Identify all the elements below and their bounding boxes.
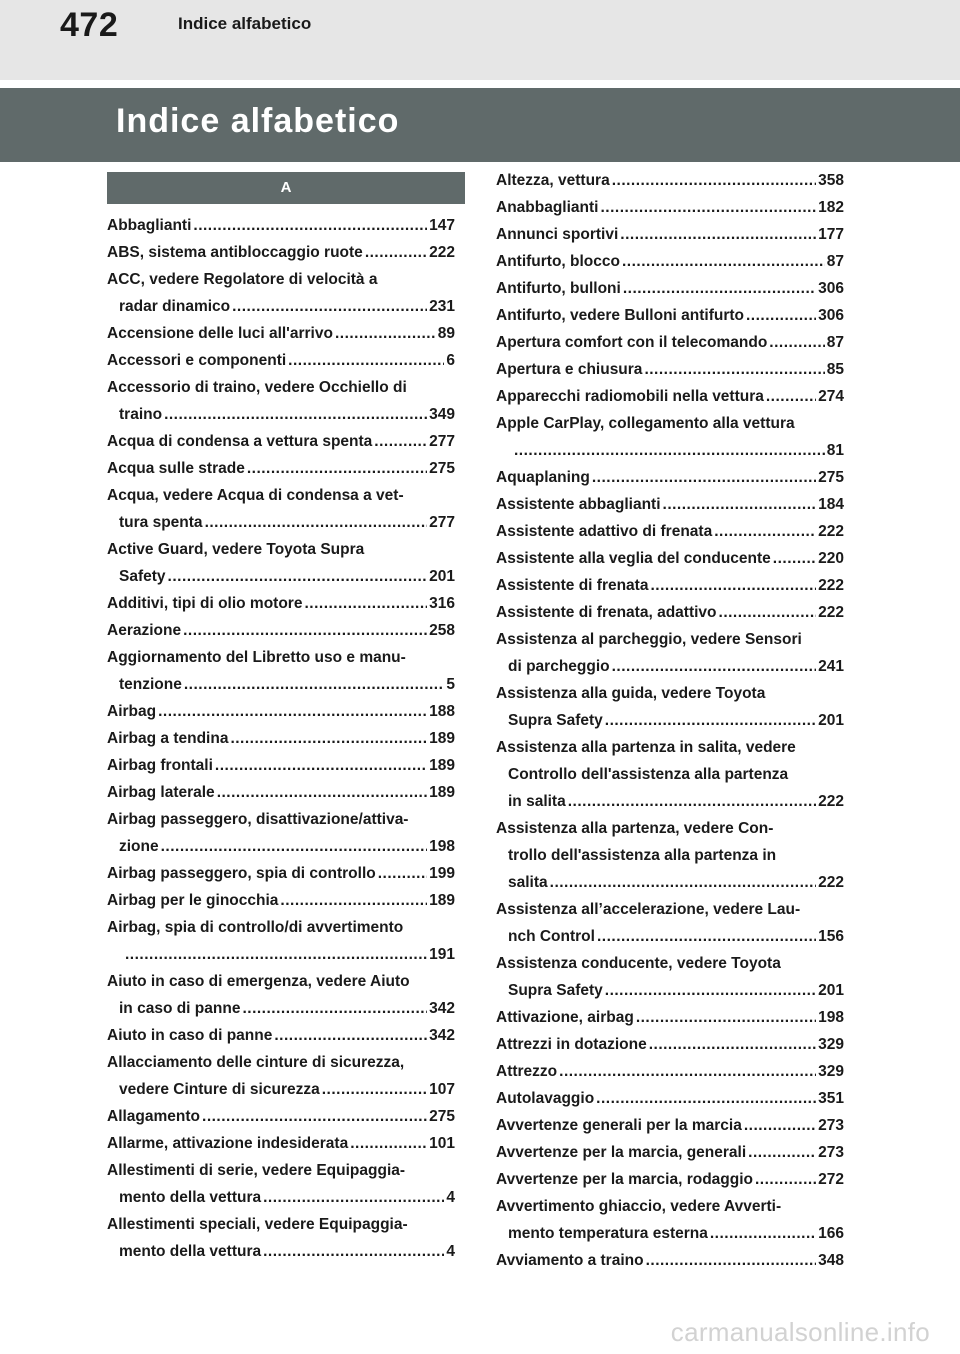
dot-leader — [644, 356, 824, 383]
index-entry — [496, 167, 844, 194]
page-number: 472 — [60, 6, 119, 44]
index-entry — [107, 914, 455, 968]
dot-leader — [168, 563, 428, 590]
index-entry — [496, 356, 844, 383]
index-entry-term: Avviamento a traino — [496, 1252, 644, 1269]
index-entry — [107, 482, 455, 536]
index-entry-term-continued: zione — [119, 838, 159, 855]
index-entry-term: Abbaglianti — [107, 217, 192, 234]
dot-leader — [280, 887, 427, 914]
index-entry-term-continued: trollo dell'assistenza alla partenza in — [508, 847, 777, 864]
index-entry-term: Attivazione, airbag — [496, 1009, 634, 1026]
dot-leader — [193, 212, 427, 239]
dot-leader — [263, 1184, 444, 1211]
index-entry-page: 273 — [818, 1144, 844, 1161]
index-entry-page: 4 — [446, 1189, 455, 1206]
index-entry — [107, 212, 455, 239]
index-entry-term: Airbag passeggero, spia di controllo — [107, 865, 376, 882]
dot-leader — [263, 1238, 444, 1265]
index-entry — [107, 1049, 455, 1103]
index-entry-page: 348 — [818, 1252, 844, 1269]
index-entry — [107, 320, 455, 347]
index-entry — [496, 383, 844, 410]
header-bar — [0, 0, 960, 80]
index-entry-term-continued: Supra Safety — [508, 712, 603, 729]
index-entry-term: Avvertimento ghiaccio, vedere Avverti- — [496, 1198, 782, 1215]
index-entry-page: 81 — [826, 442, 844, 459]
index-entry — [496, 1085, 844, 1112]
dot-leader — [646, 1247, 817, 1274]
index-entry-term: Assistente alla veglia del conducente — [496, 550, 771, 567]
dot-leader — [350, 1130, 427, 1157]
dot-leader — [719, 599, 817, 626]
index-entry-page: 5 — [446, 676, 455, 693]
index-entry — [496, 626, 844, 680]
dot-leader — [242, 995, 427, 1022]
index-entry-term: Autolavaggio — [496, 1090, 595, 1107]
index-entry — [496, 545, 844, 572]
index-entry-page: 156 — [818, 928, 844, 945]
index-entry — [496, 572, 844, 599]
dot-leader — [378, 860, 427, 887]
index-entry — [496, 518, 844, 545]
index-entry — [496, 680, 844, 734]
index-entry-term: Aerazione — [107, 622, 182, 639]
dot-leader — [769, 329, 824, 356]
dot-leader — [650, 572, 816, 599]
index-column-right — [496, 167, 844, 1274]
dot-leader — [605, 977, 816, 1004]
index-entry — [496, 329, 844, 356]
index-entry-page: 275 — [429, 460, 455, 477]
index-entry-page: 272 — [818, 1171, 844, 1188]
index-entry-term: Aggiornamento del Libretto uso e manu- — [107, 649, 406, 666]
dot-leader — [766, 383, 816, 410]
dot-leader — [714, 518, 816, 545]
index-entry-page: 258 — [429, 622, 455, 639]
index-entry-term: Accensione delle luci all'arrivo — [107, 325, 333, 342]
index-entry-page: 306 — [818, 307, 844, 324]
index-entry — [107, 455, 455, 482]
index-entry-term-continued: in caso di panne — [119, 1000, 241, 1017]
index-entry-page: 87 — [826, 334, 844, 351]
index-entry — [107, 239, 455, 266]
dot-leader — [205, 509, 428, 536]
index-entry-term-continued: traino — [119, 406, 163, 423]
index-entry-term: Allestimenti speciali, vedere Equipaggia- — [107, 1216, 408, 1233]
index-entry-term: Airbag per le ginocchia — [107, 892, 279, 909]
index-entry-page: 306 — [818, 280, 844, 297]
index-entry — [107, 779, 455, 806]
index-entry — [107, 1103, 455, 1130]
index-entry-term: Anabbaglianti — [496, 199, 599, 216]
dot-leader — [596, 1085, 816, 1112]
dot-leader — [125, 941, 427, 968]
dot-leader — [161, 833, 428, 860]
index-entry-term: Apparecchi radiomobili nella vettura — [496, 388, 764, 405]
index-entry-page: 188 — [429, 703, 455, 720]
index-entry — [496, 815, 844, 896]
dot-leader — [232, 293, 427, 320]
index-entry-page: 220 — [818, 550, 844, 567]
index-entry-term-continued: salita — [508, 874, 548, 891]
index-entry-page: 241 — [818, 658, 844, 675]
index-entry-term-continued: nch Control — [508, 928, 595, 945]
index-entry-page: 273 — [818, 1117, 844, 1134]
index-entry-page: 222 — [818, 577, 844, 594]
index-entry-term: Aiuto in caso di panne — [107, 1027, 273, 1044]
dot-leader — [592, 464, 816, 491]
watermark: carmanualsonline.info — [670, 1317, 930, 1347]
index-entry-term: Assistenza alla guida, vedere Toyota — [496, 685, 766, 702]
index-entry-page: 329 — [818, 1063, 844, 1080]
index-entry-term: Assistente di frenata — [496, 577, 649, 594]
index-entry — [496, 464, 844, 491]
index-entry-term: Acqua sulle strade — [107, 460, 245, 477]
index-entry-term-continued: radar dinamico — [119, 298, 231, 315]
dot-leader — [335, 320, 436, 347]
index-entry-page: 198 — [818, 1009, 844, 1026]
index-entry — [496, 1166, 844, 1193]
index-column-left — [107, 212, 455, 1265]
index-entry-term-continued: mento della vettura — [119, 1189, 262, 1206]
index-entry-term-continued: vedere Cinture di sicurezza — [119, 1081, 320, 1098]
index-entry-term: Antifurto, vedere Bulloni antifurto — [496, 307, 744, 324]
index-entry-term: Aiuto in caso di emergenza, vedere Aiuto — [107, 973, 410, 990]
index-entry-term: Allagamento — [107, 1108, 201, 1125]
index-entry-page: 177 — [818, 226, 844, 243]
index-entry-page: 89 — [437, 325, 455, 342]
dot-leader — [183, 617, 427, 644]
index-entry-page: 182 — [818, 199, 844, 216]
index-entry — [496, 491, 844, 518]
dot-leader — [374, 428, 427, 455]
index-entry — [496, 302, 844, 329]
index-entry-page: 184 — [818, 496, 844, 513]
index-entry-term-continued: di parcheggio — [508, 658, 610, 675]
dot-leader — [622, 248, 825, 275]
index-entry-page: 201 — [818, 982, 844, 999]
index-entry-term: Acqua, vedere Acqua di condensa a vet- — [107, 487, 404, 504]
index-entry-term: Avvertenze per la marcia, generali — [496, 1144, 747, 1161]
index-entry-term: Apple CarPlay, collegamento alla vettura — [496, 415, 795, 432]
index-entry-term: Assistente adattivo di frenata — [496, 523, 713, 540]
dot-leader — [636, 1004, 816, 1031]
index-entry — [496, 1139, 844, 1166]
index-entry-page: 201 — [818, 712, 844, 729]
dot-leader — [559, 1058, 816, 1085]
index-entry-term-continued: in salita — [508, 793, 566, 810]
index-entry-page: 351 — [818, 1090, 844, 1107]
index-entry-term: Assistente di frenata, adattivo — [496, 604, 717, 621]
index-entry-page: 189 — [429, 892, 455, 909]
index-entry-term: Airbag, spia di controllo/di avvertimento — [107, 919, 404, 936]
dot-leader — [748, 1139, 816, 1166]
dot-leader — [164, 401, 427, 428]
index-entry-term: Annunci sportivi — [496, 226, 619, 243]
index-entry-page: 201 — [429, 568, 455, 585]
dot-leader — [550, 869, 816, 896]
index-entry — [107, 266, 455, 320]
index-entry-page: 199 — [429, 865, 455, 882]
index-entry-page: 222 — [818, 874, 844, 891]
index-entry-term: Allacciamento delle cinture di sicurezza, — [107, 1054, 405, 1071]
index-entry-page: 342 — [429, 1000, 455, 1017]
index-entry — [107, 617, 455, 644]
running-title: Indice alfabetico — [178, 14, 312, 33]
index-entry — [496, 221, 844, 248]
index-entry-page: 107 — [429, 1081, 455, 1098]
dot-leader — [568, 788, 816, 815]
index-entry-page: 191 — [429, 946, 455, 963]
index-entry-term-continued: mento temperatura esterna — [508, 1225, 708, 1242]
index-entry — [496, 248, 844, 275]
dot-leader — [746, 302, 816, 329]
index-entry-page: 4 — [446, 1243, 455, 1260]
dot-leader — [663, 491, 817, 518]
index-entry-term: Airbag laterale — [107, 784, 215, 801]
index-entry-term: Assistenza al parcheggio, vedere Sensori — [496, 631, 802, 648]
index-entry-term-continued: tenzione — [119, 676, 182, 693]
index-entry-page: 222 — [818, 523, 844, 540]
index-entry — [107, 968, 455, 1022]
index-entry-term: Altezza, vettura — [496, 172, 610, 189]
index-entry — [107, 347, 455, 374]
index-entry-page: 277 — [429, 433, 455, 450]
index-entry — [107, 860, 455, 887]
index-entry-term: ABS, sistema antibloccaggio ruote — [107, 244, 363, 261]
index-entry-page: 189 — [429, 757, 455, 774]
index-entry — [107, 887, 455, 914]
dot-leader — [274, 1022, 427, 1049]
dot-leader — [597, 923, 816, 950]
index-entry-page: 329 — [818, 1036, 844, 1053]
index-entry — [496, 896, 844, 950]
dot-leader — [215, 752, 427, 779]
index-entry — [107, 428, 455, 455]
dot-leader — [365, 239, 427, 266]
index-entry-page: 87 — [826, 253, 844, 270]
index-entry-term-continued: Controllo dell'assistenza alla partenza — [508, 766, 789, 783]
index-entry-term: Assistente abbaglianti — [496, 496, 661, 513]
index-entry-term: Aquaplaning — [496, 469, 590, 486]
index-entry-page: 349 — [429, 406, 455, 423]
dot-leader — [230, 725, 427, 752]
index-entry — [107, 1022, 455, 1049]
dot-leader — [202, 1103, 427, 1130]
dot-leader — [744, 1112, 816, 1139]
dot-leader — [649, 1031, 816, 1058]
index-entry-term: Accessorio di traino, vedere Occhiello di — [107, 379, 407, 396]
index-entry-term: Airbag passeggero, disattivazione/attiva- — [107, 811, 409, 828]
index-entry-page: 231 — [429, 298, 455, 315]
index-entry-page: 342 — [429, 1027, 455, 1044]
index-entry-term: Allestimenti di serie, vedere Equipaggia- — [107, 1162, 406, 1179]
dot-leader — [158, 698, 427, 725]
title-band — [0, 88, 960, 162]
index-entry — [107, 1157, 455, 1211]
index-entry-term: Apertura e chiusura — [496, 361, 643, 378]
index-entry-term: Additivi, tipi di olio motore — [107, 595, 303, 612]
index-entry-term: Active Guard, vedere Toyota Supra — [107, 541, 365, 558]
index-entry — [496, 1004, 844, 1031]
index-entry-term-continued: mento della vettura — [119, 1243, 262, 1260]
index-entry — [107, 806, 455, 860]
index-entry-term: Assistenza alla partenza, vedere Con- — [496, 820, 774, 837]
dot-leader — [514, 437, 825, 464]
index-entry — [107, 374, 455, 428]
index-entry — [496, 950, 844, 1004]
index-entry — [496, 1112, 844, 1139]
dot-leader — [612, 167, 816, 194]
index-entry-page: 198 — [429, 838, 455, 855]
index-entry — [496, 194, 844, 221]
index-entry-term: Assistenza all’accelerazione, vedere Lau- — [496, 901, 801, 918]
index-entry — [107, 590, 455, 617]
dot-leader — [612, 653, 817, 680]
dot-leader — [247, 455, 427, 482]
index-entry-page: 147 — [429, 217, 455, 234]
index-entry — [496, 1058, 844, 1085]
index-entry-term: Airbag frontali — [107, 757, 213, 774]
dot-leader — [304, 590, 427, 617]
index-entry — [496, 734, 844, 815]
dot-leader — [600, 194, 816, 221]
index-entry — [496, 1031, 844, 1058]
dot-leader — [620, 221, 816, 248]
page-title: Indice alfabetico — [116, 102, 400, 140]
index-entry-page: 222 — [818, 604, 844, 621]
index-entry — [107, 752, 455, 779]
index-entry-term: Antifurto, blocco — [496, 253, 620, 270]
dot-leader — [710, 1220, 816, 1247]
dot-leader — [773, 545, 816, 572]
index-entry-term-continued: Supra Safety — [508, 982, 603, 999]
index-entry-term: Airbag a tendina — [107, 730, 229, 747]
section-letter-header: A — [107, 172, 465, 204]
index-entry-page: 274 — [818, 388, 844, 405]
index-entry-page: 189 — [429, 784, 455, 801]
index-entry-term-continued: Safety — [119, 568, 166, 585]
index-entry-term: Assistenza alla partenza in salita, vedere — [496, 739, 796, 756]
dot-leader — [217, 779, 427, 806]
index-entry-page: 277 — [429, 514, 455, 531]
index-entry — [107, 1130, 455, 1157]
index-entry-page: 101 — [429, 1135, 455, 1152]
index-entry — [496, 410, 844, 464]
index-entry — [107, 536, 455, 590]
index-entry-page: 316 — [429, 595, 455, 612]
dot-leader — [322, 1076, 427, 1103]
index-entry-term: Airbag — [107, 703, 157, 720]
index-entry — [496, 1247, 844, 1274]
index-entry — [107, 698, 455, 725]
index-entry-page: 275 — [429, 1108, 455, 1125]
index-entry-term: Apertura comfort con il telecomando — [496, 334, 768, 351]
index-entry-term: Acqua di condensa a vettura spenta — [107, 433, 373, 450]
dot-leader — [288, 347, 444, 374]
index-entry — [107, 644, 455, 698]
index-entry — [107, 725, 455, 752]
index-entry-page: 222 — [429, 244, 455, 261]
dot-leader — [605, 707, 816, 734]
index-entry-page: 166 — [818, 1225, 844, 1242]
dot-leader — [623, 275, 816, 302]
index-entry-page: 222 — [818, 793, 844, 810]
index-entry-term: Avvertenze generali per la marcia — [496, 1117, 742, 1134]
index-entry — [496, 275, 844, 302]
dot-leader — [184, 671, 445, 698]
index-entry-page: 358 — [818, 172, 844, 189]
index-entry-page: 6 — [446, 352, 455, 369]
index-entry-page: 85 — [826, 361, 844, 378]
index-entry-term: Attrezzi in dotazione — [496, 1036, 647, 1053]
index-entry-page: 189 — [429, 730, 455, 747]
index-entry-term: Avvertenze per la marcia, rodaggio — [496, 1171, 753, 1188]
index-entry-page: 275 — [818, 469, 844, 486]
index-entry-term-continued: tura spenta — [119, 514, 203, 531]
index-entry — [496, 599, 844, 626]
dot-leader — [755, 1166, 816, 1193]
index-entry-term: Antifurto, bulloni — [496, 280, 621, 297]
index-entry — [496, 1193, 844, 1247]
index-entry-term: Accessori e componenti — [107, 352, 287, 369]
index-entry-term: Allarme, attivazione indesiderata — [107, 1135, 349, 1152]
index-entry-term: ACC, vedere Regolatore di velocità a — [107, 271, 378, 288]
index-entry — [107, 1211, 455, 1265]
index-entry-term: Attrezzo — [496, 1063, 558, 1080]
index-entry-term: Assistenza conducente, vedere Toyota — [496, 955, 781, 972]
